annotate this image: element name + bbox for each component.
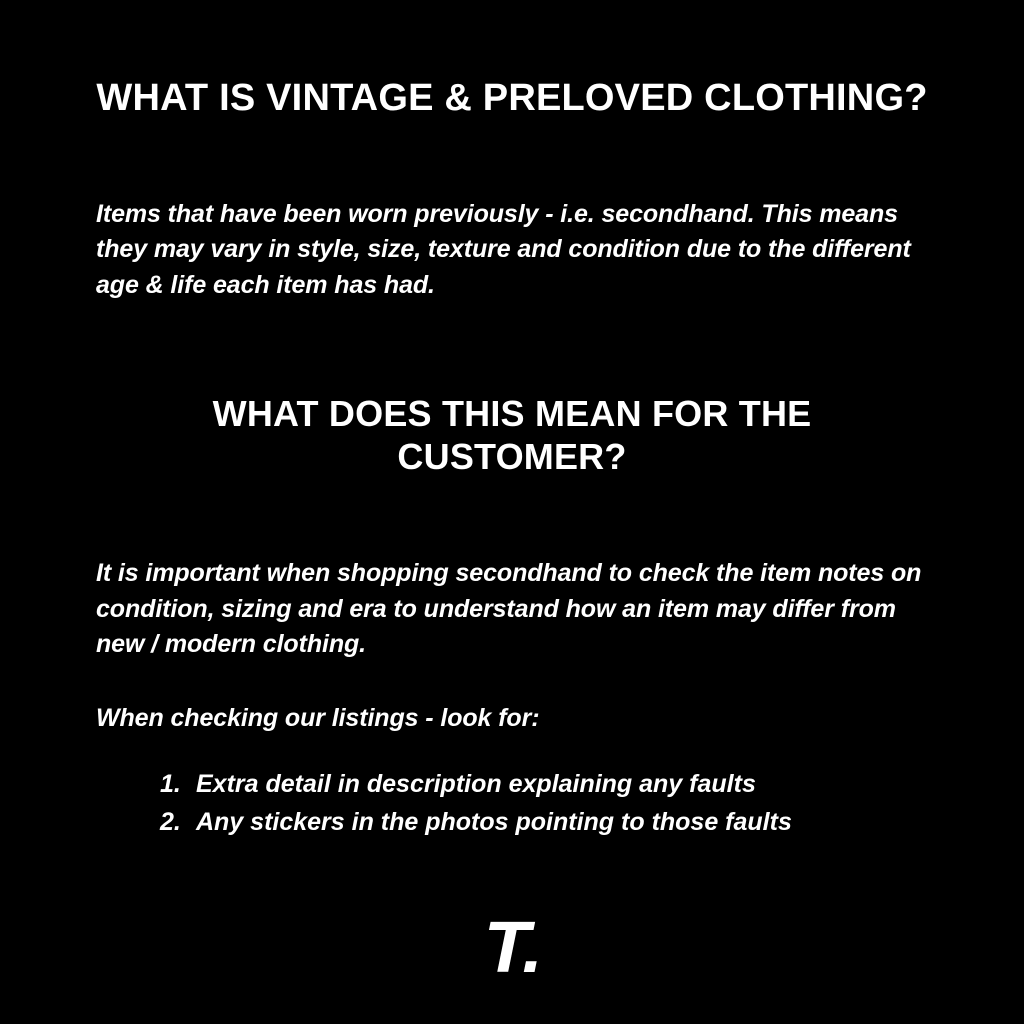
section-title-customer: WHAT DOES THIS MEAN FOR THE CUSTOMER? (212, 393, 812, 477)
intro-paragraph: Items that have been worn previously - i.e. secondhand. This means they may vary in style, size, texture and condition due to the different age & life each item has had. (96, 199, 911, 299)
brand-logo (0, 908, 1024, 988)
list-item: Extra detail in description explaining any faults (196, 770, 756, 799)
customer-section (96, 303, 928, 841)
page-title: WHAT IS VINTAGE & PRELOVED CLOTHING? (96, 77, 928, 119)
customer-paragraph: It is important when shopping secondhand to check the item notes on condition, sizing and era to understand how an item may differ from new / modern clothing. (96, 559, 922, 659)
logo-mark-text: T. (483, 908, 541, 988)
faults-checklist (96, 736, 928, 841)
listings-prompt: When checking our listings - look for: (96, 703, 540, 732)
list-item: Any stickers in the photos pointing to those faults (196, 807, 792, 836)
